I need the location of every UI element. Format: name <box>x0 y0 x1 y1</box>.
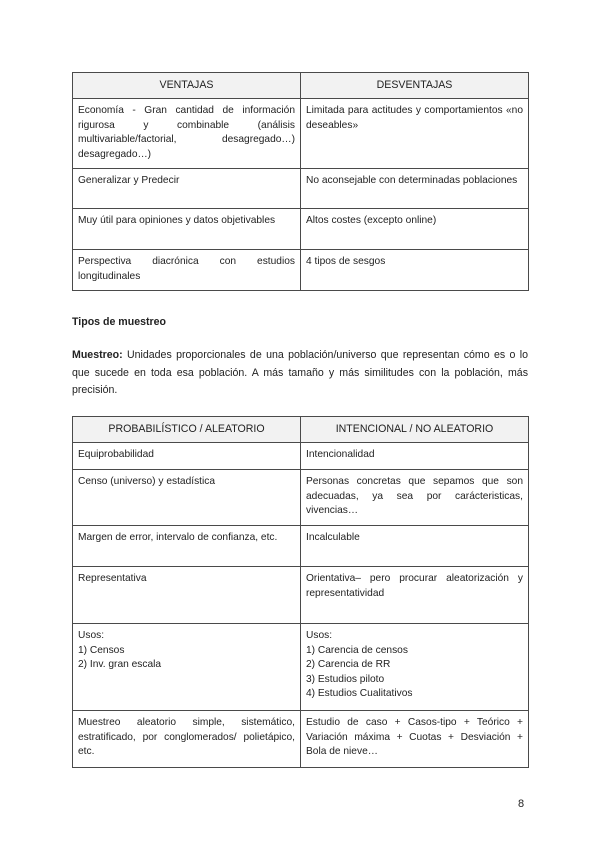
usos-right-cell <box>301 624 529 711</box>
table-row <box>73 567 529 624</box>
definition-text: Unidades proporcionales de una población/universo que representan cómo es o lo que sucede en toda esa población. A más tamaño y más similitudes con la población, más precisión. <box>72 349 528 396</box>
section-title: Tipos de muestreo <box>72 316 166 328</box>
table-cell: Limitada para actitudes y comportamientos «no deseables» <box>301 99 529 169</box>
table-cell: Muestreo aleatorio simple, sistemático, estratificado, por conglomerados/ polietápico, etc. <box>73 711 301 768</box>
table-row <box>73 526 529 567</box>
usos-item: 3) Estudios piloto <box>306 673 385 685</box>
usos-item: 4) Estudios Cualitativos <box>306 688 413 699</box>
usos-item: 1) Carencia de censos <box>306 644 408 656</box>
table-cell: Incalculable <box>301 526 529 567</box>
table-cell: Estudio de caso + Casos-tipo + Teórico + Variación máxima + Cuotas + Desviación + Bola de nieve… <box>301 711 529 768</box>
table-cell: Personas concretas que sepamos que son adecuadas, ya sea por carácteristicas, vivencias… <box>301 470 529 526</box>
table-cell: Censo (universo) y estadística <box>73 470 301 526</box>
table-cell: Orientativa– pero procurar aleatorización y representatividad <box>301 567 529 624</box>
table-cell: Perspectiva diacrónica con estudios longitudinales <box>73 250 301 291</box>
definition-paragraph <box>72 347 528 400</box>
table-cell: No aconsejable con determinadas poblaciones <box>301 169 529 209</box>
usos-left-cell <box>73 624 301 711</box>
table-row-usos <box>73 624 529 711</box>
table-cell: Economía - Gran cantidad de información rigurosa y combinable (análisis multivariable/factorial, desagregado…) desagregado…) <box>73 99 301 169</box>
usos-item: 2) Inv. gran escala <box>78 659 162 670</box>
table-row <box>73 209 529 250</box>
table-row <box>73 443 529 470</box>
table-cell: Generalizar y Predecir <box>73 169 301 209</box>
header-probabilistico: PROBABILÍSTICO / ALEATORIO <box>73 417 301 443</box>
header-intencional: INTENCIONAL / NO ALEATORIO <box>301 417 529 443</box>
table-cell: 4 tipos de sesgos <box>301 250 529 291</box>
table-row <box>73 169 529 209</box>
table-row <box>73 99 529 169</box>
advantages-table <box>72 72 529 291</box>
table-cell: Altos costes (excepto online) <box>301 209 529 250</box>
sampling-table <box>72 416 529 768</box>
usos-item: 2) Carencia de RR <box>306 659 391 670</box>
table-cell: Representativa <box>73 567 301 624</box>
header-ventajas: VENTAJAS <box>73 73 301 99</box>
page-number: 8 <box>518 798 525 810</box>
table-row <box>73 250 529 291</box>
table-row <box>73 470 529 526</box>
definition-term: Muestreo: <box>72 349 123 361</box>
usos-title: Usos: <box>78 630 105 641</box>
usos-item: 1) Censos <box>78 644 125 656</box>
table-row <box>73 711 529 768</box>
table-cell: Equiprobabilidad <box>73 443 301 470</box>
header-desventajas: DESVENTAJAS <box>301 73 529 99</box>
table-cell: Intencionalidad <box>301 443 529 470</box>
usos-title: Usos: <box>306 630 333 641</box>
table-cell: Muy útil para opiniones y datos objetivables <box>73 209 301 250</box>
table-cell: Margen de error, intervalo de confianza, etc. <box>73 526 301 567</box>
